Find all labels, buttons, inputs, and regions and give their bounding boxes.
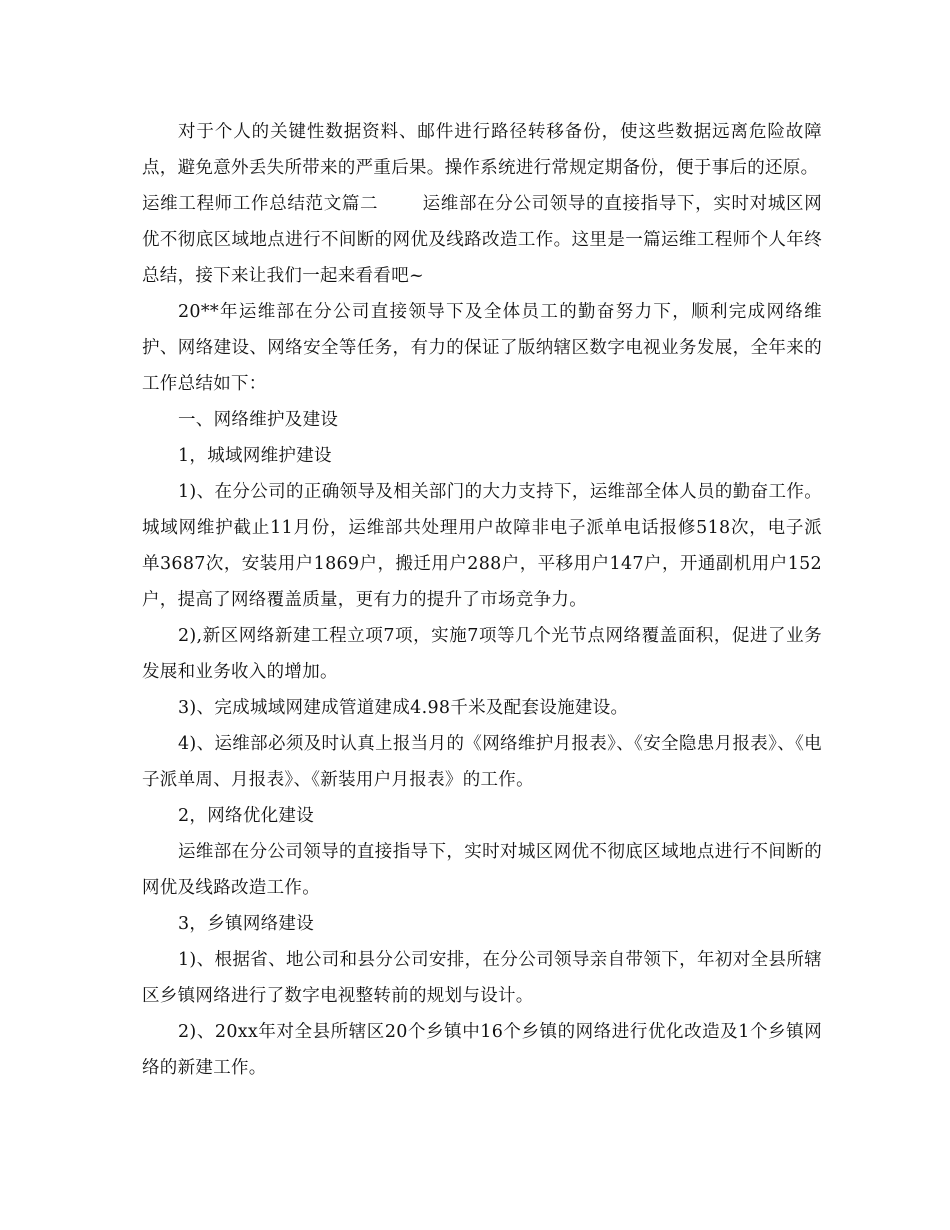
paragraph-metro-4: 4)、运维部必须及时认真上报当月的《网络维护月报表》、《安全隐患月报表》、《电子派单周、月报表》、《新装用户月报表》的工作。	[142, 734, 822, 790]
document-body	[142, 114, 822, 1086]
paragraph-township-1: 1)、根据省、地公司和县分公司安排，在分公司领导亲自带领下，年初对全县所辖区乡镇网络进行了数字电视整转前的规划与设计。	[142, 950, 822, 1006]
paragraph-optimization: 运维部在分公司领导的直接指导下，实时对城区网优不彻底区域地点进行不间断的网优及线路改造工作。	[142, 842, 822, 898]
article-intro: 运维部在分公司领导的直接指导下，实时对城区网优不彻底区域地点进行不间断的网优及线路改造工作。这里是一篇运维工程师个人年终总结，接下来让我们一起来看看吧~	[142, 194, 822, 286]
section-heading-network: 一、网络维护及建设	[178, 410, 339, 430]
paragraph-metro-3: 3)、完成城域网建成管道建成4.98千米及配套设施建设。	[178, 698, 629, 718]
paragraph-article-two	[142, 186, 822, 294]
paragraph-metro-1: 1)、在分公司的正确领导及相关部门的大力支持下，运维部全体人员的勤奋工作。城域网维护截止11月份，运维部共处理用户故障非电子派单电话报修518次，电子派单3687次，安装用户1869户，搬迁用户288户，平移用户147户，开通副机用户152户，提高了网络覆盖质量，更有力的提升了市场竞争力。	[142, 482, 822, 610]
subsection-heading-optimization: 2，网络优化建设	[178, 806, 315, 826]
subsection-heading-township: 3，乡镇网络建设	[178, 914, 315, 934]
paragraph-metro-2: 2),新区网络新建工程立项7项，实施7项等几个光节点网络覆盖面积，促进了业务发展和业务收入的增加。	[142, 626, 822, 682]
paragraph-township-2: 2)、20xx年对全县所辖区20个乡镇中16个乡镇的网络进行优化改造及1个乡镇网络的新建工作。	[142, 1022, 822, 1078]
paragraph-summary-intro: 20**年运维部在分公司直接领导下及全体员工的勤奋努力下，顺利完成网络维护、网络建设、网络安全等任务，有力的保证了版纳辖区数字电视业务发展，全年来的工作总结如下：	[142, 302, 822, 394]
subsection-heading-metro: 1，城域网维护建设	[178, 446, 332, 466]
article-title: 运维工程师工作总结范文篇二	[142, 194, 379, 214]
paragraph-backup: 对于个人的关键性数据资料、邮件进行路径转移备份，使这些数据远离危险故障点，避免意外丢失所带来的严重后果。操作系统进行常规定期备份，便于事后的还原。	[142, 122, 822, 178]
